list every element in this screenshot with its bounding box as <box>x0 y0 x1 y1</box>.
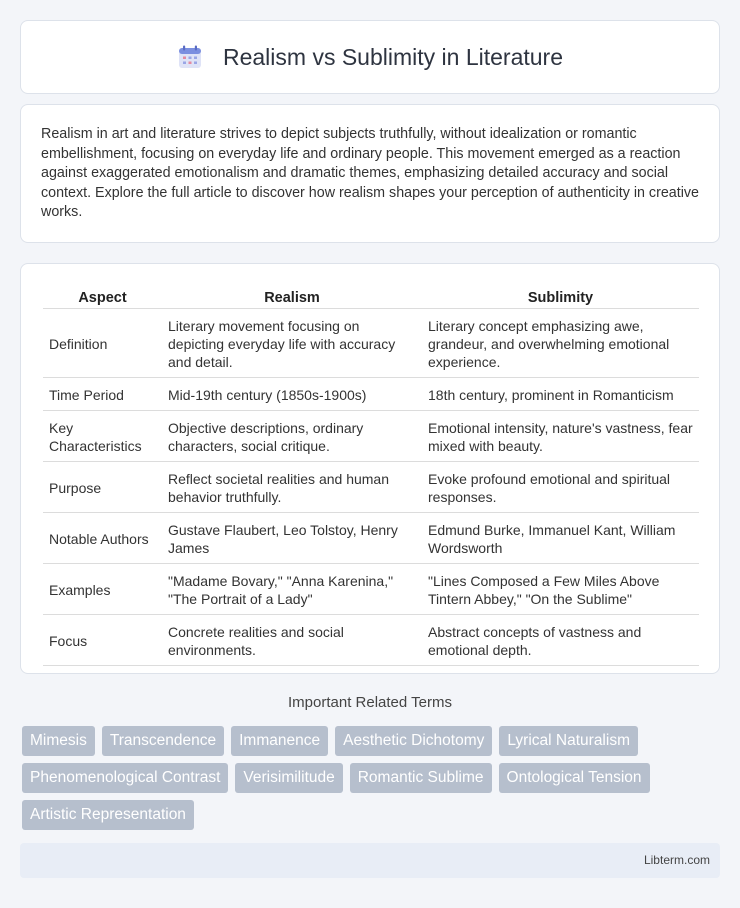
table-row <box>43 462 699 513</box>
row-aspect: Purpose <box>43 462 162 513</box>
row-sublimity: "Lines Composed a Few Miles Above Tintern Abbey," "On the Sublime" <box>422 564 699 615</box>
related-term-tag[interactable]: Verisimilitude <box>235 763 342 793</box>
row-realism: Gustave Flaubert, Leo Tolstoy, Henry James <box>162 513 422 564</box>
row-aspect: Definition <box>43 309 162 378</box>
related-term-tag[interactable]: Aesthetic Dichotomy <box>335 726 492 756</box>
row-realism: Objective descriptions, ordinary characters, social critique. <box>162 411 422 462</box>
related-term-tag[interactable]: Phenomenological Contrast <box>22 763 228 793</box>
row-sublimity: Abstract concepts of vastness and emotional depth. <box>422 615 699 666</box>
row-aspect: Time Period <box>43 378 162 411</box>
row-sublimity: Edmund Burke, Immanuel Kant, William Wordsworth <box>422 513 699 564</box>
related-term-tag[interactable]: Transcendence <box>102 726 224 756</box>
row-realism: Literary movement focusing on depicting everyday life with accuracy and detail. <box>162 309 422 378</box>
footer-site-link[interactable]: Libterm.com <box>643 853 710 867</box>
related-term-tag[interactable]: Lyrical Naturalism <box>499 726 638 756</box>
calendar-icon <box>177 44 203 70</box>
intro-card <box>20 104 720 243</box>
row-realism: Mid-19th century (1850s-1900s) <box>162 378 422 411</box>
table-row <box>43 564 699 615</box>
row-aspect: Notable Authors <box>43 513 162 564</box>
row-sublimity: Literary concept emphasizing awe, grandeur, and overwhelming emotional experience. <box>422 309 699 378</box>
row-realism: "Madame Bovary," "Anna Karenina," "The Portrait of a Lady" <box>162 564 422 615</box>
header-sublimity: Sublimity <box>422 284 699 309</box>
related-term-tag[interactable]: Romantic Sublime <box>350 763 492 793</box>
comparison-table <box>43 284 699 666</box>
row-sublimity: Evoke profound emotional and spiritual responses. <box>422 462 699 513</box>
intro-text: Realism in art and literature strives to depict subjects truthfully, without idealization or romantic embellishment, focusing on everyday life and ordinary people. This movement emerged as a reaction against exaggerated emotionalism and dramatic themes, emphasizing detailed accuracy and social context. Explore the full article to discover how realism shapes your perception of authenticity in creative works. <box>41 126 699 221</box>
related-terms-list <box>22 726 722 830</box>
row-aspect: Focus <box>43 615 162 666</box>
related-term-tag[interactable]: Ontological Tension <box>499 763 650 793</box>
row-aspect: Examples <box>43 564 162 615</box>
title-card <box>20 20 720 94</box>
row-sublimity: 18th century, prominent in Romanticism <box>422 378 699 411</box>
comparison-table-card <box>20 263 720 674</box>
table-row <box>43 309 699 378</box>
header-realism: Realism <box>162 284 422 309</box>
table-header-row <box>43 284 699 309</box>
related-terms-title: Important Related Terms <box>288 694 452 711</box>
row-sublimity: Emotional intensity, nature's vastness, fear mixed with beauty. <box>422 411 699 462</box>
footer <box>20 843 720 878</box>
table-row <box>43 513 699 564</box>
header-aspect: Aspect <box>43 284 162 309</box>
table-row <box>43 378 699 411</box>
table-row <box>43 615 699 666</box>
related-term-tag[interactable]: Mimesis <box>22 726 95 756</box>
related-term-tag[interactable]: Immanence <box>231 726 328 756</box>
table-row <box>43 411 699 462</box>
row-aspect: Key Characteristics <box>43 411 162 462</box>
page-title: Realism vs Sublimity in Literature <box>222 43 563 70</box>
related-term-tag[interactable]: Artistic Representation <box>22 800 194 830</box>
row-realism: Concrete realities and social environments. <box>162 615 422 666</box>
row-realism: Reflect societal realities and human behavior truthfully. <box>162 462 422 513</box>
